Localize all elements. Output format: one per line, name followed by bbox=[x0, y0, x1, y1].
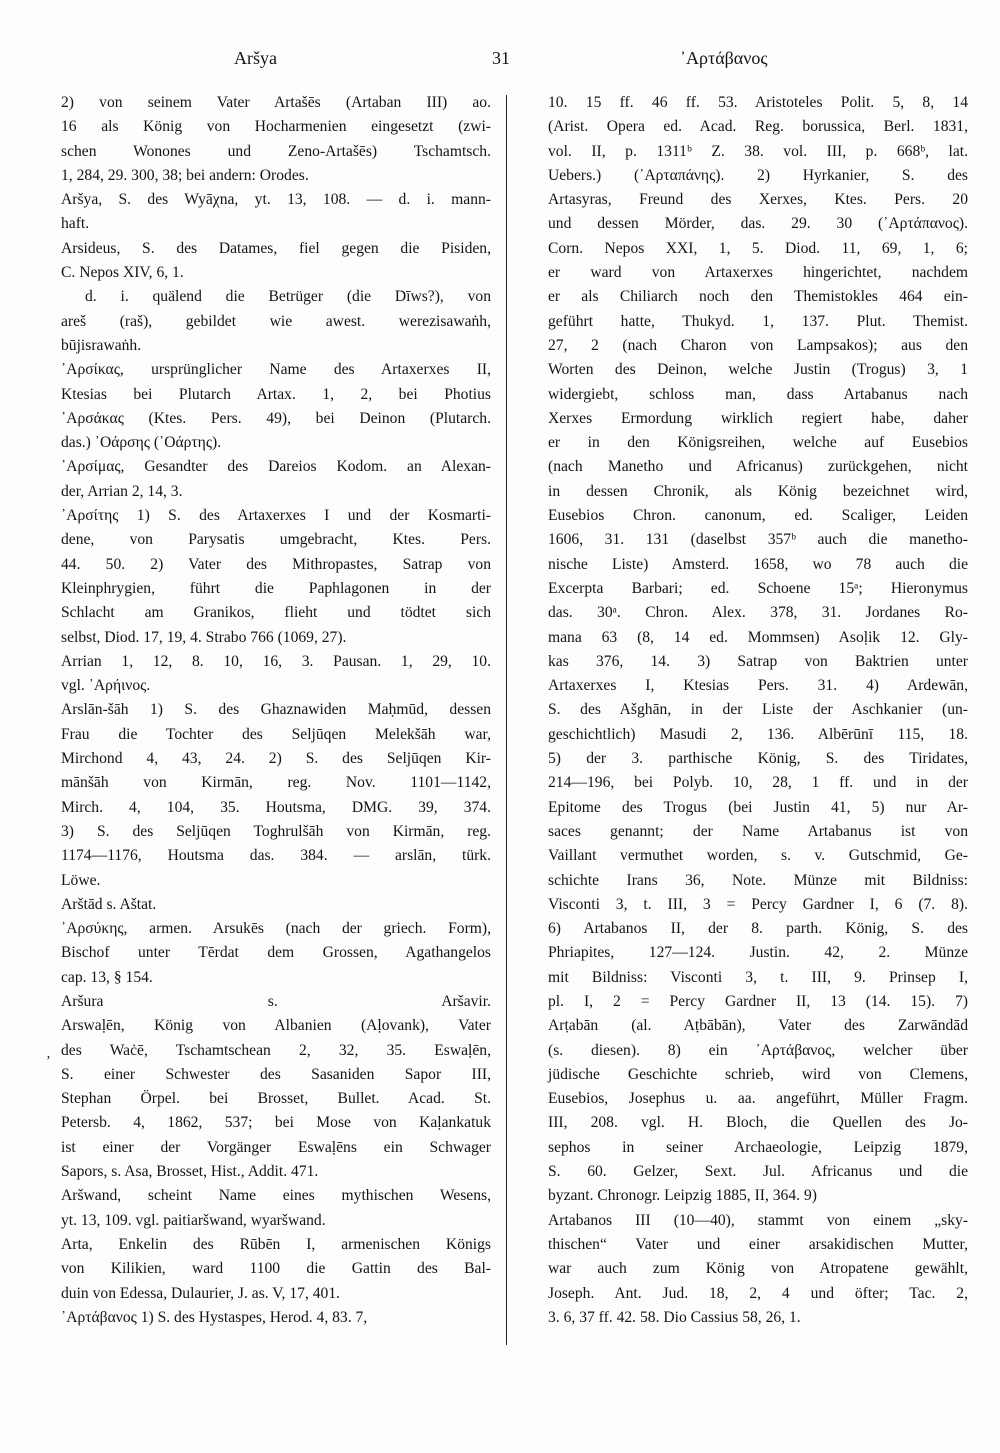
text-line: des Waċē, Tschamtschean 2, 32, 35. Eswaḷēn, bbox=[61, 1041, 491, 1059]
text-line: yt. 13, 109. vgl. paitiaršwand, wyaršwand. bbox=[61, 1211, 326, 1229]
text-line: 2) von seinem Vater Artašēs (Artaban III) ao. bbox=[61, 94, 491, 111]
text-line: 1174—1176, Houtsma das. 384. — arslān, türk. bbox=[61, 847, 491, 865]
text-line: 16 als König von Hocharmenien eingesetzt (zwi- bbox=[61, 118, 491, 136]
text-line: duin von Edessa, Dulaurier, J. as. V, 17, 401. bbox=[61, 1284, 341, 1302]
text-line: Artaxerxes I, Ktesias Pers. 31. 4) Ardewān, bbox=[548, 677, 968, 695]
text-line: (nach Manetho und Africanus) zurückgehen, nicht bbox=[548, 458, 968, 476]
text-line: Frau die Tochter des Seljūqen Melekšāh war, bbox=[61, 725, 491, 743]
text-line: areš (raš), gebildet wie awest. werezisawaṅh, bbox=[61, 312, 491, 330]
text-line: III, 208. vgl. H. Bloch, die Quellen des Jo- bbox=[548, 1114, 968, 1132]
text-line: S. einer Schwester des Sasaniden Sapor III, bbox=[61, 1065, 491, 1083]
text-line: Uebers.) (᾿Αρταπάνης). 2) Hyrkanier, S. des bbox=[548, 166, 968, 184]
text-line: geschichtlich) Masudi 2, 136. Albērūnī 115, 18. bbox=[548, 725, 968, 743]
text-line: er als Chiliarch noch den Themistokles 464 ein- bbox=[548, 288, 968, 306]
text-line: er ward von Artaxerxes hingerichtet, nachdem bbox=[548, 264, 968, 282]
text-line: ist einer der Vorgänger Eswaḷēns ein Schwager bbox=[61, 1138, 491, 1156]
text-line: ᾿Αρσάκας (Ktes. Pers. 49), bei Deinon (Plutarch. bbox=[61, 409, 491, 427]
text-line: 3. 6, 37 ff. 42. 58. Dio Cassius 58, 26, 1. bbox=[548, 1308, 801, 1326]
text-line: (s. diesen). 8) ein ᾿Αρτάβανος, welcher über bbox=[548, 1041, 968, 1059]
text-line: pl. I, 2 = Percy Gardner II, 13 (14. 15). 7) bbox=[548, 992, 968, 1010]
text-line: cap. 13, § 154. bbox=[61, 968, 153, 986]
text-line: Stephan Örpel. bei Brosset, Bullet. Acad. St. bbox=[61, 1090, 491, 1108]
text-line: 6) Artabanos II, der 8. parth. König, S. des bbox=[548, 920, 968, 938]
text-line: Arrian 1, 12, 8. 10, 16, 3. Pausan. 1, 29, 10. bbox=[61, 652, 491, 670]
text-line: S. des Ašghān, in der Liste der Aschkanier (un- bbox=[548, 701, 968, 719]
text-line: mit Bildniss: Visconti 3, t. III, 9. Prinsep I, bbox=[548, 968, 968, 986]
page-number: 31 bbox=[492, 48, 510, 68]
text-line: vgl. ᾿Αρήινος. bbox=[61, 677, 151, 695]
text-line: Joseph. Ant. Jud. 18, 2, 4 und öfter; Tac. 2, bbox=[548, 1284, 968, 1302]
text-line: 5) der 3. parthische König, S. des Tiridates, bbox=[548, 750, 968, 768]
text-line: haft. bbox=[61, 215, 90, 233]
text-line: Aršya, S. des Wyāχna, yt. 13, 108. — d. i. mann- bbox=[61, 191, 491, 209]
right-column bbox=[548, 91, 968, 1330]
text-line: schichte Irans 36, Note. Münze mit Bildniss: bbox=[548, 871, 968, 889]
text-line: das.) ᾿Οάρσης (᾿Οάρτης). bbox=[61, 434, 222, 452]
text-line: vol. II, p. 1311ᵇ Z. 38. vol. III, p. 668ᵇ, lat. bbox=[548, 142, 968, 160]
text-line: Eusebios Chron. canonum, ed. Scaliger, Leiden bbox=[548, 507, 968, 525]
text-line: Arštād s. Aštat. bbox=[61, 895, 157, 913]
text-line: dene, von Parysatis umgebracht, Ktes. Pers. bbox=[61, 531, 491, 549]
text-line: nische Liste) Amsterd. 1658, wo 78 auch die bbox=[548, 555, 968, 573]
text-line: geführt hatte, Thukyd. 1, 137. Plut. Themist. bbox=[548, 312, 968, 330]
text-line: schen Wonones und Zeno-Artašēs) Tschamtsch. bbox=[61, 142, 491, 160]
text-line: sephos in seiner Archaeologie, Leipzig 1879, bbox=[548, 1138, 968, 1156]
text-line: Artabanos III (10—40), stammt von einem „sky- bbox=[548, 1211, 968, 1229]
text-line: Ktesias bei Plutarch Artax. 1, 2, bei Photius bbox=[61, 385, 491, 403]
text-line: 44. 50. 2) Vater des Mithropastes, Satrap von bbox=[61, 555, 491, 573]
text-line: Vaillant vermuthet worden, s. v. Gutschmid, Ge- bbox=[548, 847, 968, 865]
column-divider bbox=[506, 95, 507, 1345]
text-line: jüdische Geschichte schrieb, wird von Clemens, bbox=[548, 1065, 968, 1083]
text-line: Mirch. 4, 104, 35. Houtsma, DMG. 39, 374. bbox=[61, 798, 491, 816]
text-line: būjisrawaṅh. bbox=[61, 336, 142, 354]
text-line: Arslān-šāh 1) S. des Ghaznawiden Maḥmūd, dessen bbox=[61, 701, 491, 719]
text-line: das. 30ᵃ. Chron. Alex. 378, 31. Jordanes Ro- bbox=[548, 604, 968, 622]
text-line: Bischof unter Tērdat dem Grossen, Agathangelos bbox=[61, 944, 491, 962]
text-line: d. i. quälend die Betrüger (die Dīws?), von bbox=[85, 288, 491, 306]
text-line: 27, 2 (nach Charon von Lampsakos); aus den bbox=[548, 336, 968, 354]
text-line: saces genannt; der Name Artabanus ist von bbox=[548, 822, 968, 840]
text-line: kas 376, 14. 3) Satrap von Baktrien unter bbox=[548, 652, 968, 670]
text-line: der, Arrian 2, 14, 3. bbox=[61, 482, 183, 500]
text-line: byzant. Chronogr. Leipzig 1885, II, 364. 9) bbox=[548, 1187, 817, 1205]
text-line: von Kilikien, ward 1100 die Gattin des Bal- bbox=[61, 1260, 491, 1278]
text-line: mana 63 (8, 14 ed. Mommsen) Asoḷik 12. Gly- bbox=[548, 628, 968, 646]
header-left-keyword: Aršya bbox=[234, 48, 277, 68]
page-header bbox=[0, 48, 1000, 76]
text-line: mānšāh von Kirmān, reg. Nov. 1101—1142, bbox=[61, 774, 491, 792]
text-line: ᾿Αρτάβανος 1) S. des Hystaspes, Herod. 4, 83. 7, bbox=[61, 1308, 368, 1326]
text-line: Petersb. 4, 1862, 537; bei Mose von Kaḷankatuk bbox=[61, 1114, 491, 1132]
text-line: Arswaḷēn, König von Albanien (Aḷovank), Vater bbox=[61, 1017, 491, 1035]
text-line: Löwe. bbox=[61, 871, 101, 889]
text-line: Excerpta Barbari; ed. Schoene 15ᵃ; Hieronymus bbox=[548, 579, 968, 597]
text-line: C. Nepos XIV, 6, 1. bbox=[61, 264, 184, 282]
text-line: und dessen Mörder, das. 29. 30 (᾿Αρτάπανος). bbox=[548, 215, 968, 233]
margin-mark: ʼ bbox=[46, 1054, 51, 1069]
left-column bbox=[61, 91, 491, 1330]
text-line: Worten des Deinon, welche Justin (Trogus) 3, 1 bbox=[548, 361, 968, 379]
text-line: Eusebios, Josephus u. aa. angeführt, Müller Fragm. bbox=[548, 1090, 968, 1108]
text-line: 3) S. des Seljūqen Toghrulšāh von Kirmān, reg. bbox=[61, 822, 491, 840]
text-line: Mirchond 4, 43, 24. 2) S. des Seljūqen Kir- bbox=[61, 750, 491, 768]
text-line: 1606, 31. 131 (daselbst 357ᵇ auch die manetho- bbox=[548, 531, 968, 549]
text-line: Arṭabān (al. Aṭbābān), Vater des Zarwāndād bbox=[548, 1017, 968, 1035]
text-line: (Arist. Opera ed. Acad. Reg. borussica, Berl. 1831, bbox=[548, 118, 968, 136]
text-line: ᾿Αρσίτης 1) S. des Artaxerxes I und der Kosmarti- bbox=[61, 507, 491, 525]
text-line: selbst, Diod. 17, 19, 4. Strabo 766 (1069, 27). bbox=[61, 628, 347, 646]
text-line: Aršwand, scheint Name eines mythischen Wesens, bbox=[61, 1187, 491, 1205]
text-line: Arsideus, S. des Datames, fiel gegen die Pisiden, bbox=[61, 239, 491, 257]
text-line: thischen“ Vater und einer arsakidischen Mutter, bbox=[548, 1235, 968, 1253]
text-line: war auch zum König von Atropatene gewählt, bbox=[548, 1260, 968, 1278]
text-line: ᾿Αρσίκας, ursprünglicher Name des Artaxerxes II, bbox=[61, 361, 491, 379]
header-right-keyword: ᾿Αρτάβανος bbox=[680, 48, 768, 68]
text-line: in dessen Chronik, als König bezeichnet wird, bbox=[548, 482, 968, 500]
text-line: Sapors, s. Asa, Brosset, Hist., Addit. 471. bbox=[61, 1163, 319, 1181]
text-line: Schlacht am Granikos, flieht und tödtet sich bbox=[61, 604, 491, 622]
text-line: 10. 15 ff. 46 ff. 53. Aristoteles Polit. 5, 8, 14 bbox=[548, 94, 968, 111]
text-line: Epitome des Trogus (bei Justin 41, 5) nur Ar- bbox=[548, 798, 968, 816]
text-line: Corn. Nepos XXI, 1, 5. Diod. 11, 69, 1, 6; bbox=[548, 239, 968, 257]
text-line: Phriapites, 127—124. Justin. 42, 2. Münze bbox=[548, 944, 968, 962]
text-line: ᾿Αρσίμας, Gesandter des Dareios Kodom. an Alexan- bbox=[61, 458, 491, 476]
text-line: widergiebt, schloss man, dass Artabanus nach bbox=[548, 385, 968, 403]
text-line: Kleinphrygien, führt die Paphlagonen in der bbox=[61, 579, 491, 597]
text-line: 214—196, bei Polyb. 10, 28, 1 ff. und in der bbox=[548, 774, 968, 792]
text-line: S. 60. Gelzer, Sext. Jul. Africanus und die bbox=[548, 1163, 968, 1181]
text-line: Artasyras, Freund des Xerxes, Ktes. Pers. 20 bbox=[548, 191, 968, 209]
text-line: Xerxes Ermordung wirklich regiert habe, daher bbox=[548, 409, 968, 427]
text-line: er in den Königsreihen, welche auf Eusebios bbox=[548, 434, 968, 452]
text-line: Arta, Enkelin des Rūbēn I, armenischen Königs bbox=[61, 1235, 491, 1253]
text-line: ᾿Αρσύκης, armen. Arsukēs (nach der griech. Form), bbox=[61, 920, 491, 938]
text-line: Visconti 3, t. III, 3 = Percy Gardner I, 6 (7. 8). bbox=[548, 895, 968, 913]
text-line: Aršura s. Aršavir. bbox=[61, 992, 491, 1010]
text-line: 1, 284, 29. 300, 38; bei andern: Orodes. bbox=[61, 166, 309, 184]
